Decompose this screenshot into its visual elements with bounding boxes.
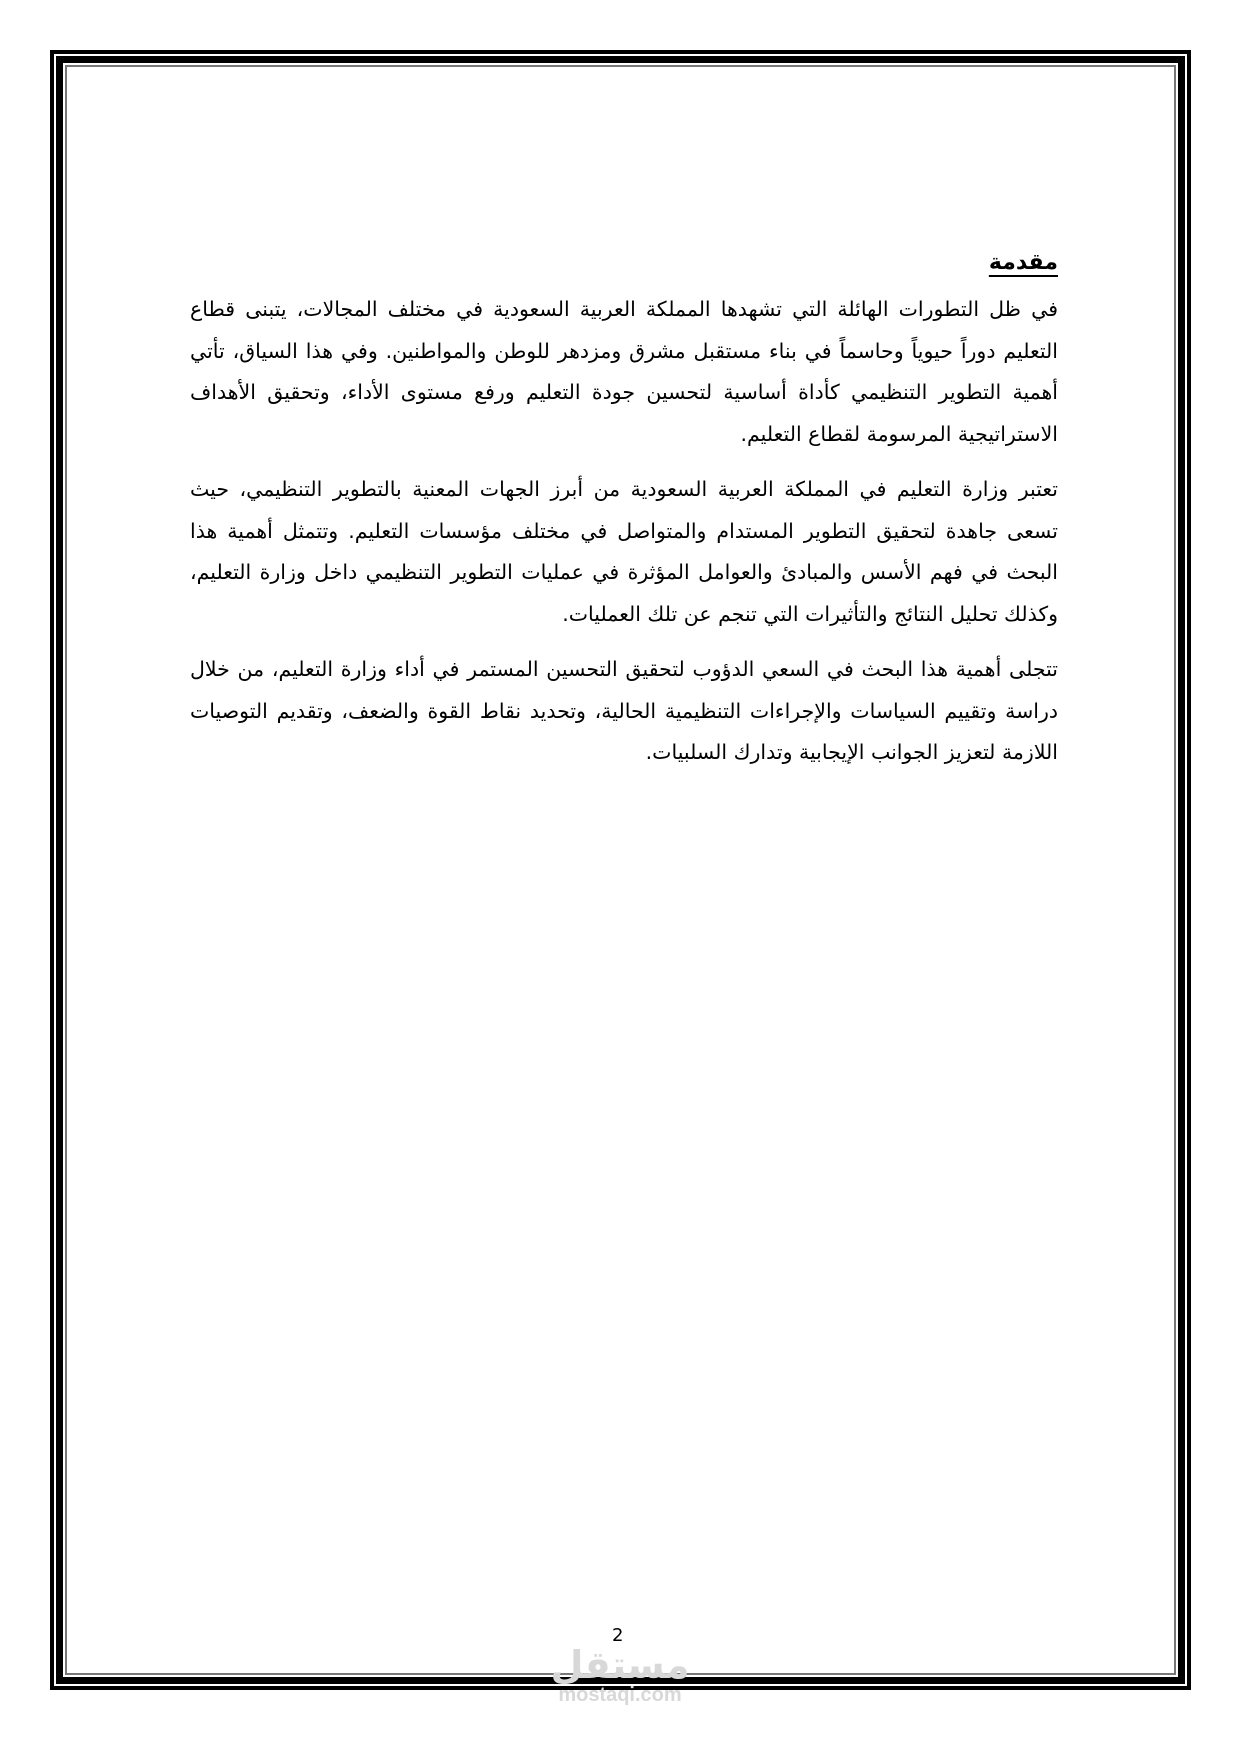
paragraph-2: تعتبر وزارة التعليم في المملكة العربية السعودية من أبرز الجهات المعنية بالتطوير التنظيمي، حيث تسعى جاهدة لتحقيق التطوير المستدام والمتواصل في مختلف مؤسسات التعليم. وتتمثل أهمية هذا البحث في فهم الأسس والمبادئ والعوامل المؤثرة في عمليات التطوير التنظيمي داخل وزارة التعليم، وكذلك تحليل النتائج والتأثيرات التي تنجم عن تلك العمليات.	[190, 477, 1058, 626]
paragraph-3: تتجلى أهمية هذا البحث في السعي الدؤوب لتحقيق التحسين المستمر في أداء وزارة التعليم، من خلال دراسة وتقييم السياسات والإجراءات التنظيمية الحالية، وتحديد نقاط القوة والضعف، وتقديم التوصيات اللازمة لتعزيز الجوانب الإيجابية وتدارك السلبيات.	[190, 657, 1058, 764]
paragraph-1: في ظل التطورات الهائلة التي تشهدها المملكة العربية السعودية في مختلف المجالات، يتبنى قطاع التعليم دوراً حيوياً وحاسماً في بناء مستقبل مشرق ومزدهر للوطن والمواطنين. وفي هذا السياق، تأتي أهمية التطوير التنظيمي كأداة أساسية لتحسين جودة التعليم ورفع مستوى الأداء، وتحقيق الأهداف الاستراتيجية المرسومة لقطاع التعليم.	[190, 297, 1058, 446]
section-heading: مقدمة	[988, 250, 1058, 275]
watermark-latin: mostaqi.com	[558, 1684, 682, 1706]
watermark-arabic: مستقل	[550, 1643, 690, 1687]
watermark-logo	[545, 1645, 695, 1705]
page-number: 2	[612, 1625, 624, 1646]
document-body	[190, 250, 1058, 788]
